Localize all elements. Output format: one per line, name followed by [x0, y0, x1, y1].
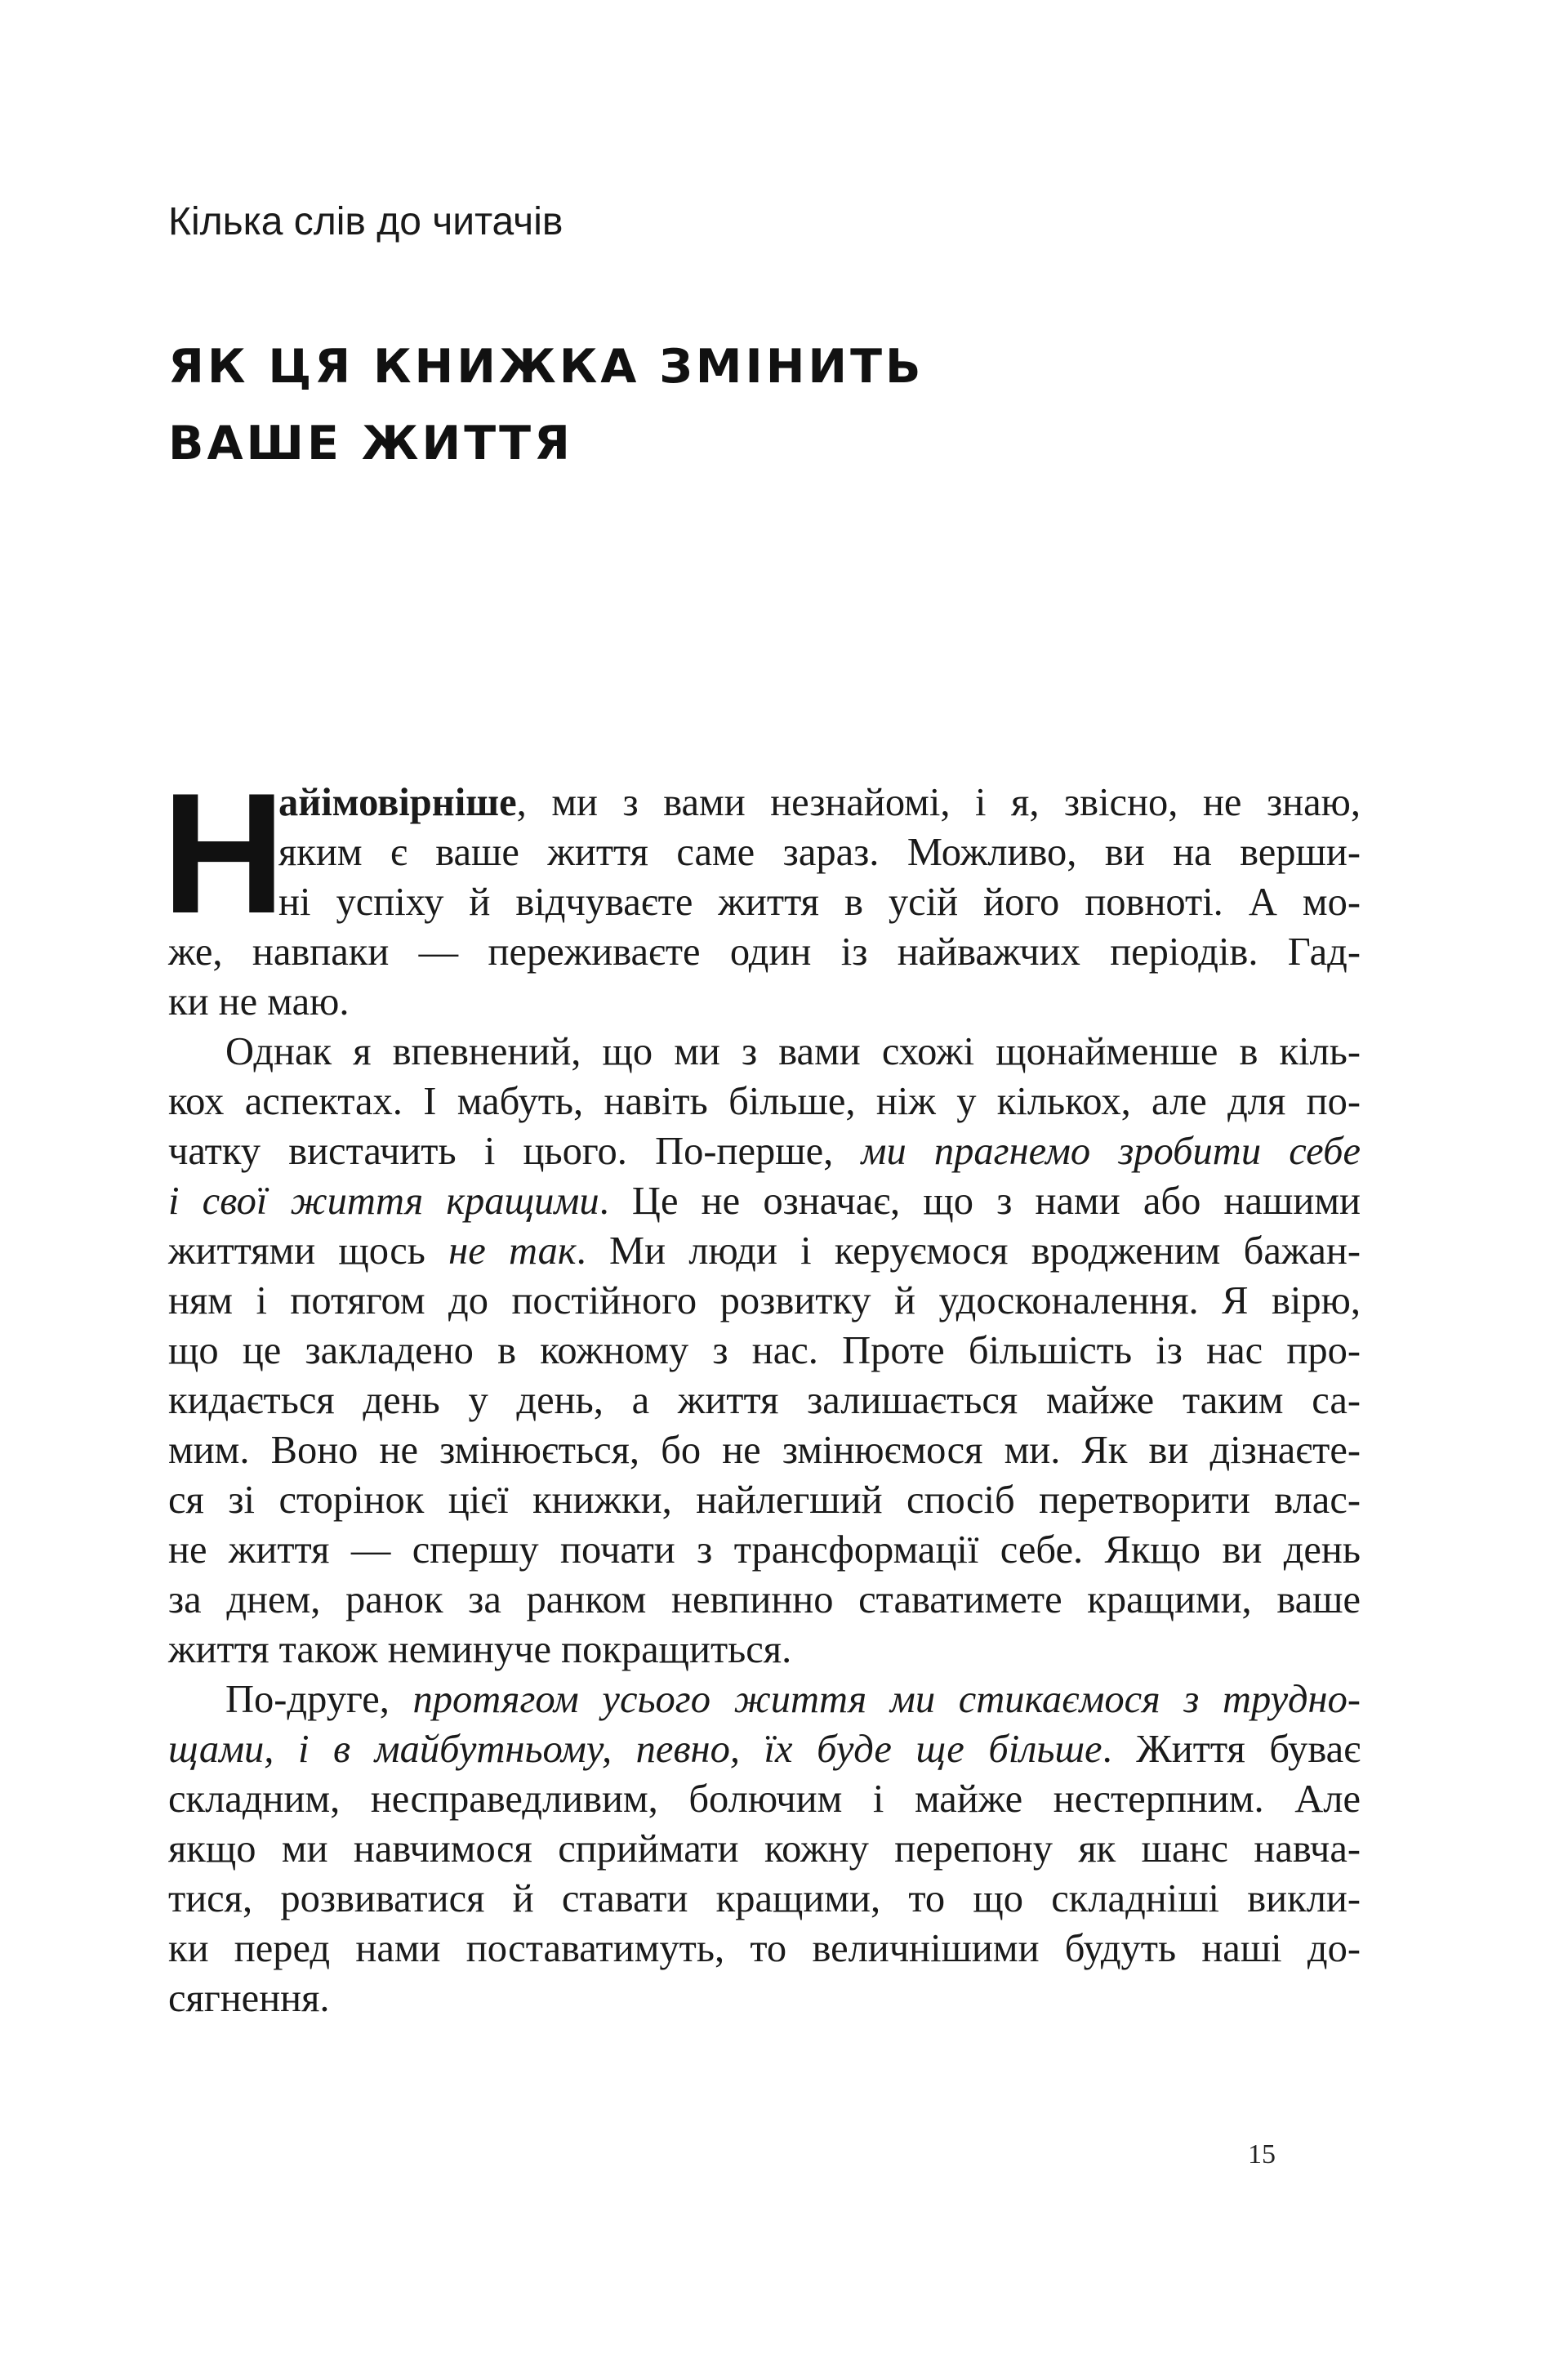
text-line: Однак я впевнений, що ми з вами схожі щонайменше в кіль-: [225, 1030, 1361, 1073]
text-line: ки не маю.: [168, 980, 350, 1024]
chapter-kicker: Кілька слів до читачів: [168, 200, 564, 243]
text-line: кидається день у день, а життя залишається майже таким са-: [168, 1379, 1361, 1422]
text-line: яким є ваше життя саме зараз. Можливо, ви на верши-: [278, 831, 1361, 874]
text-line: що це закладено в кожному з нас. Проте більшість із нас про-: [168, 1329, 1361, 1372]
text-run: . Життя буває: [1102, 1728, 1361, 1771]
text-line: [168, 1176, 1361, 1226]
text-run: чатку вистачить і цього. По-перше,: [168, 1130, 862, 1173]
page-number: 15: [1248, 2139, 1276, 2170]
text-line: сягнення.: [168, 1977, 330, 2020]
text-line: життя також неминуче покращиться.: [168, 1628, 792, 1671]
text-line: не життя — спершу почати з трансформації себе. Якщо ви день: [168, 1528, 1361, 1572]
text-run: . Це не означає, що з нами або нашими: [599, 1180, 1361, 1223]
text-line: ням і потягом до постійного розвитку й удосконалення. Я вірю,: [168, 1279, 1361, 1322]
text-line: [168, 1226, 1361, 1276]
text-line: кох аспектах. І мабуть, навіть більше, ніж у кількох, але для по-: [168, 1080, 1361, 1123]
italic-run: щами, і в майбутньому, певно, їх буде ще більше: [168, 1728, 1102, 1771]
text-line: ки перед нами поставатимуть, то величнішими будуть наші до-: [168, 1927, 1361, 1970]
body-text: [168, 778, 1361, 2023]
text-line: [168, 778, 1361, 827]
chapter-title-line-1: ЯК ЦЯ КНИЖКА ЗМІНИТЬ: [168, 340, 924, 394]
text-line: [168, 1675, 1361, 1724]
chapter-title: [168, 328, 924, 482]
text-line: складним, несправедливим, болючим і майже нестерпним. Але: [168, 1777, 1361, 1821]
text-line: якщо ми навчимося сприймати кожну перепону як шанс навча-: [168, 1827, 1361, 1871]
text-run: , ми з вами незнайомі, і я, звісно, не знаю,: [516, 781, 1361, 824]
text-line: мим. Воно не змінюється, бо не змінюємося ми. Як ви дізнаєте-: [168, 1429, 1361, 1472]
text-line: ні успіху й відчуваєте життя в усій його повноті. А мо-: [278, 881, 1361, 924]
italic-run: ми прагнемо зробити себе: [861, 1130, 1361, 1173]
text-line: за днем, ранок за ранком невпинно ставатимете кращими, ваше: [168, 1578, 1361, 1621]
drop-cap: Н: [162, 757, 286, 949]
text-line: ся зі сторінок цієї книжки, найлегший спосіб перетворити влас-: [168, 1479, 1361, 1522]
italic-run: не так: [448, 1229, 577, 1273]
text-line: тися, розвиватися й ставати кращими, то що складніші викли-: [168, 1877, 1361, 1920]
italic-run: протягом усього життя ми стикаємося з трудно-: [412, 1678, 1361, 1721]
text-run: . Ми люди і керуємося вродженим бажан-: [576, 1229, 1361, 1273]
text-run: життями щось: [168, 1229, 449, 1273]
chapter-title-line-2: ВАШЕ ЖИТТЯ: [168, 417, 573, 471]
text-run: По-друге,: [225, 1678, 413, 1721]
text-line: [168, 1724, 1361, 1774]
italic-run: і свої життя кращими: [168, 1180, 599, 1223]
text-line: же, навпаки — переживаєте один із найважчих періодів. Гад-: [168, 930, 1361, 974]
text-line: [168, 1126, 1361, 1176]
bold-lead-word: айімовірніше: [278, 781, 517, 824]
